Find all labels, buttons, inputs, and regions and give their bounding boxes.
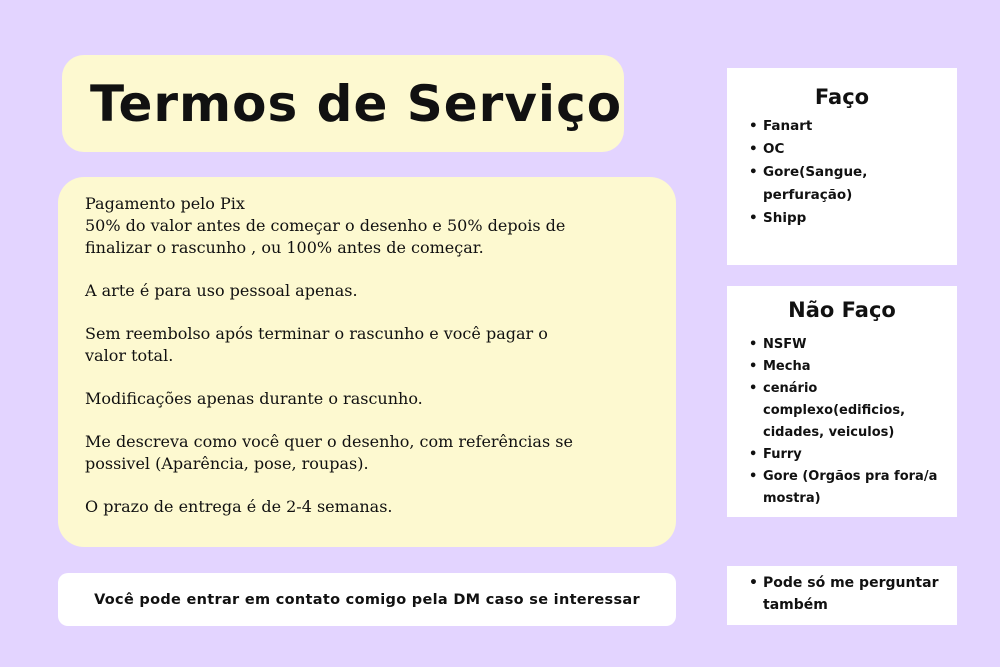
term-deadline: O prazo de entrega é de 2-4 semanas. xyxy=(85,497,393,516)
list-item: • Shipp xyxy=(753,207,947,230)
list-item: • OC xyxy=(753,138,947,161)
term-payment: Pagamento pelo Pix 50% do valor antes de começar o desenho e 50% depois de finalizar o rascunho , ou 100% antes de começar. xyxy=(85,194,566,257)
nao-faco-heading: Não Faço xyxy=(788,298,896,322)
faco-heading: Faço xyxy=(814,85,870,109)
contact-text: Você pode entrar em contato comigo pela DM caso se interessar xyxy=(94,591,640,608)
page-title: Termos de Serviço xyxy=(90,74,623,133)
faco-list xyxy=(737,115,947,230)
list-item: • Fanart xyxy=(753,115,947,138)
nao-faco-card xyxy=(727,286,957,517)
contact-panel xyxy=(58,573,676,626)
term-personal-use: A arte é para uso pessoal apenas. xyxy=(85,281,358,300)
list-item: • Gore (Orgãos pra fora/a mostra) xyxy=(753,466,947,510)
list-item: • Furry xyxy=(753,444,947,466)
term-modifications: Modificações apenas durante o rascunho. xyxy=(85,389,423,408)
title-panel xyxy=(62,55,624,152)
term-refund: Sem reembolso após terminar o rascunho e você pagar o valor total. xyxy=(85,324,548,365)
list-item: • Gore(Sangue, perfuração) xyxy=(753,161,947,207)
extra-card xyxy=(727,566,957,625)
nao-faco-list xyxy=(737,334,947,510)
faco-card xyxy=(727,68,957,265)
list-item: • NSFW xyxy=(753,334,947,356)
list-item: • cenário complexo(edificios, cidades, veiculos) xyxy=(753,378,947,444)
extra-list xyxy=(737,572,947,616)
list-item: • Mecha xyxy=(753,356,947,378)
terms-panel xyxy=(58,177,676,547)
term-description: Me descreva como você quer o desenho, com referências se possivel (Aparência, pose, roupas). xyxy=(85,432,573,473)
list-item: • Pode só me perguntar também xyxy=(753,572,947,616)
